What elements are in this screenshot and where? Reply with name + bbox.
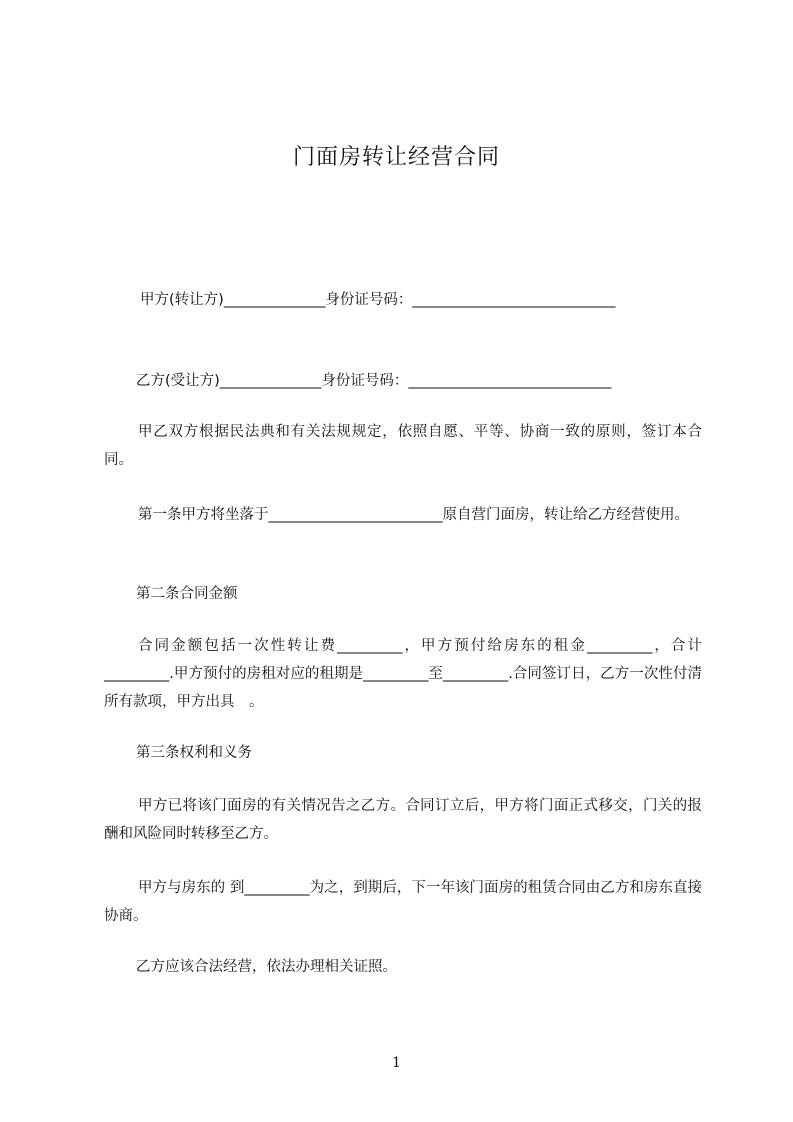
article-3-paragraph-1: 甲方已将该门面房的有关情况告之乙方。合同订立后，甲方将门面正式移交，门关的报酬和风险同时转移至乙方。	[104, 798, 702, 842]
article-2-body: 合同金额包括一次性转让费_________，甲方预付给房东的租金_________，合计_________.甲方预付的房租对应的租期是_________至_________.合同签订日，乙方一次性付清所有款项，甲方出具 。	[104, 638, 702, 710]
party-a-line: 甲方(转让方)______________身份证号码：____________________________	[140, 292, 616, 308]
article-1-paragraph: 第一条甲方将坐落于________________________原自营门面房，转让给乙方经营使用。	[138, 507, 689, 523]
preamble-paragraph: 甲乙双方根据民法典和有关法规规定，依照自愿、平等、协商一致的原则，签订本合同。	[104, 424, 702, 468]
party-b-line: 乙方(受让方)______________身份证号码：____________________________	[136, 373, 612, 389]
article-3-heading: 第三条权利和义务	[136, 745, 252, 761]
article-2-heading: 第二条合同金额	[136, 586, 238, 602]
page-number: 1	[392, 1055, 401, 1071]
article-3-paragraph-3: 乙方应该合法经营，依法办理相关证照。	[136, 959, 397, 975]
document-title: 门面房转让经营合同	[292, 145, 500, 170]
article-3-paragraph-2: 甲方与房东的 到_________为之，到期后，下一年该门面房的租赁合同由乙方和房东直接协商。	[104, 880, 702, 924]
